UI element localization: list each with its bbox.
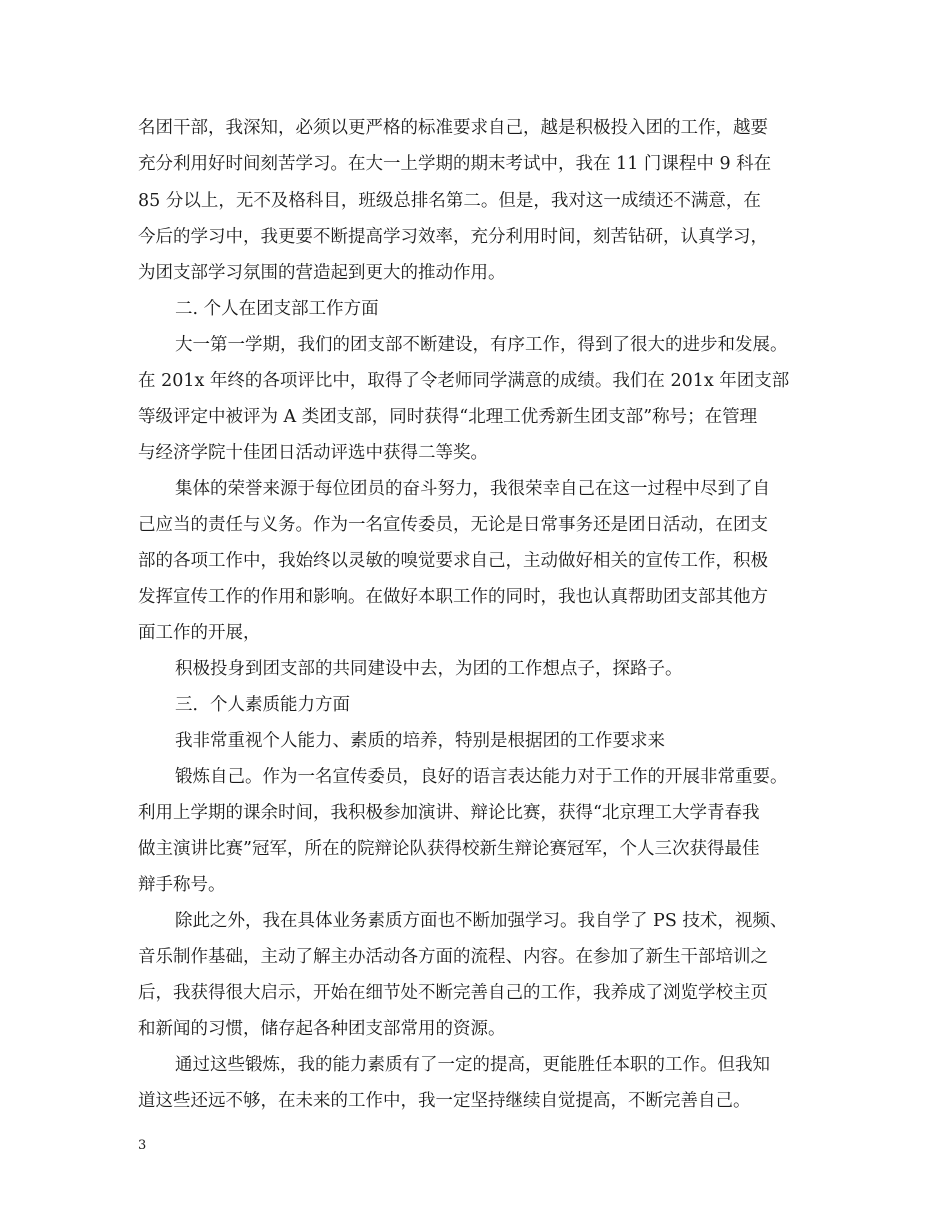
paragraph-line: 部的各项工作中，我始终以灵敏的嗅觉要求自己，主动做好相关的宣传工作，积极 [138, 551, 768, 571]
paragraph-line: 道这些还远不够，在未来的工作中，我一定坚持继续自觉提高，不断完善自己。 [138, 1091, 751, 1111]
paragraph-line: 音乐制作基础，主动了解主办活动各方面的流程、内容。在参加了新生干部培训之 [138, 947, 768, 967]
paragraph-line: 发挥宣传工作的作用和影响。在做好本职工作的同时，我也认真帮助团支部其他方 [138, 587, 768, 607]
paragraph-line: 与经济学院十佳团日活动评选中获得二等奖。 [138, 443, 488, 463]
paragraph-line: 除此之外，我在具体业务素质方面也不断加强学习。我自学了 PS 技术，视频、 [175, 911, 788, 931]
paragraph-line: 等级评定中被评为 A 类团支部，同时获得“北理工优秀新生团支部”称号；在管理 [138, 407, 758, 427]
paragraph-line: 锻炼自己。作为一名宣传委员，良好的语言表达能力对于工作的开展非常重要。 [175, 767, 788, 787]
paragraph-line: 积极投身到团支部的共同建设中去，为团的工作想点子，探路子。 [175, 659, 683, 679]
paragraph-line: 和新闻的习惯，储存起各种团支部常用的资源。 [138, 1019, 506, 1039]
paragraph-line: 后，我获得很大启示，开始在细节处不断完善自己的工作，我养成了浏览学校主页 [138, 983, 768, 1003]
paragraph-line: 我非常重视个人能力、素质的培养，特别是根据团的工作要求来 [175, 731, 665, 751]
section-heading: 二. 个人在团支部工作方面 [175, 299, 379, 319]
paragraph-line: 集体的荣誉来源于每位团员的奋斗努力，我很荣幸自己在这一过程中尽到了自 [175, 479, 770, 499]
paragraph-line: 做主演讲比赛”冠军，所在的院辩论队获得校新生辩论赛冠军，个人三次获得最佳 [138, 839, 760, 859]
paragraph-line: 为团支部学习氛围的营造起到更大的推动作用。 [138, 263, 506, 283]
paragraph-line: 利用上学期的课余时间，我积极参加演讲、辩论比赛，获得“北京理工大学青春我 [138, 803, 760, 823]
paragraph-line: 面工作的开展， [138, 623, 261, 643]
paragraph-line: 充分利用好时间刻苦学习。在大一上学期的期末考试中，我在 11 门课程中 9 科在 [138, 154, 772, 174]
paragraph-line: 85 分以上，无不及格科目，班级总排名第二。但是，我对这一成绩还不满意，在 [138, 191, 761, 211]
paragraph-line: 今后的学习中，我更要不断提高学习效率，充分利用时间，刻苦钻研，认真学习， [138, 227, 768, 247]
paragraph-line: 辩手称号。 [138, 875, 226, 895]
page-number: 3 [138, 1138, 147, 1153]
paragraph-line: 通过这些锻炼，我的能力素质有了一定的提高，更能胜任本职的工作。但我知 [175, 1055, 770, 1075]
paragraph-line: 大一第一学期，我们的团支部不断建设，有序工作，得到了很大的进步和发展。 [175, 335, 788, 355]
paragraph-line: 在 201x 年终的各项评比中，取得了令老师同学满意的成绩。我们在 201x 年团支部 [138, 371, 790, 391]
paragraph-line: 名团干部，我深知，必须以更严格的标准要求自己，越是积极投入团的工作，越要 [138, 118, 768, 138]
paragraph-line: 己应当的责任与义务。作为一名宣传委员，无论是日常事务还是团日活动，在团支 [138, 515, 768, 535]
section-heading: 三．个人素质能力方面 [175, 695, 350, 715]
